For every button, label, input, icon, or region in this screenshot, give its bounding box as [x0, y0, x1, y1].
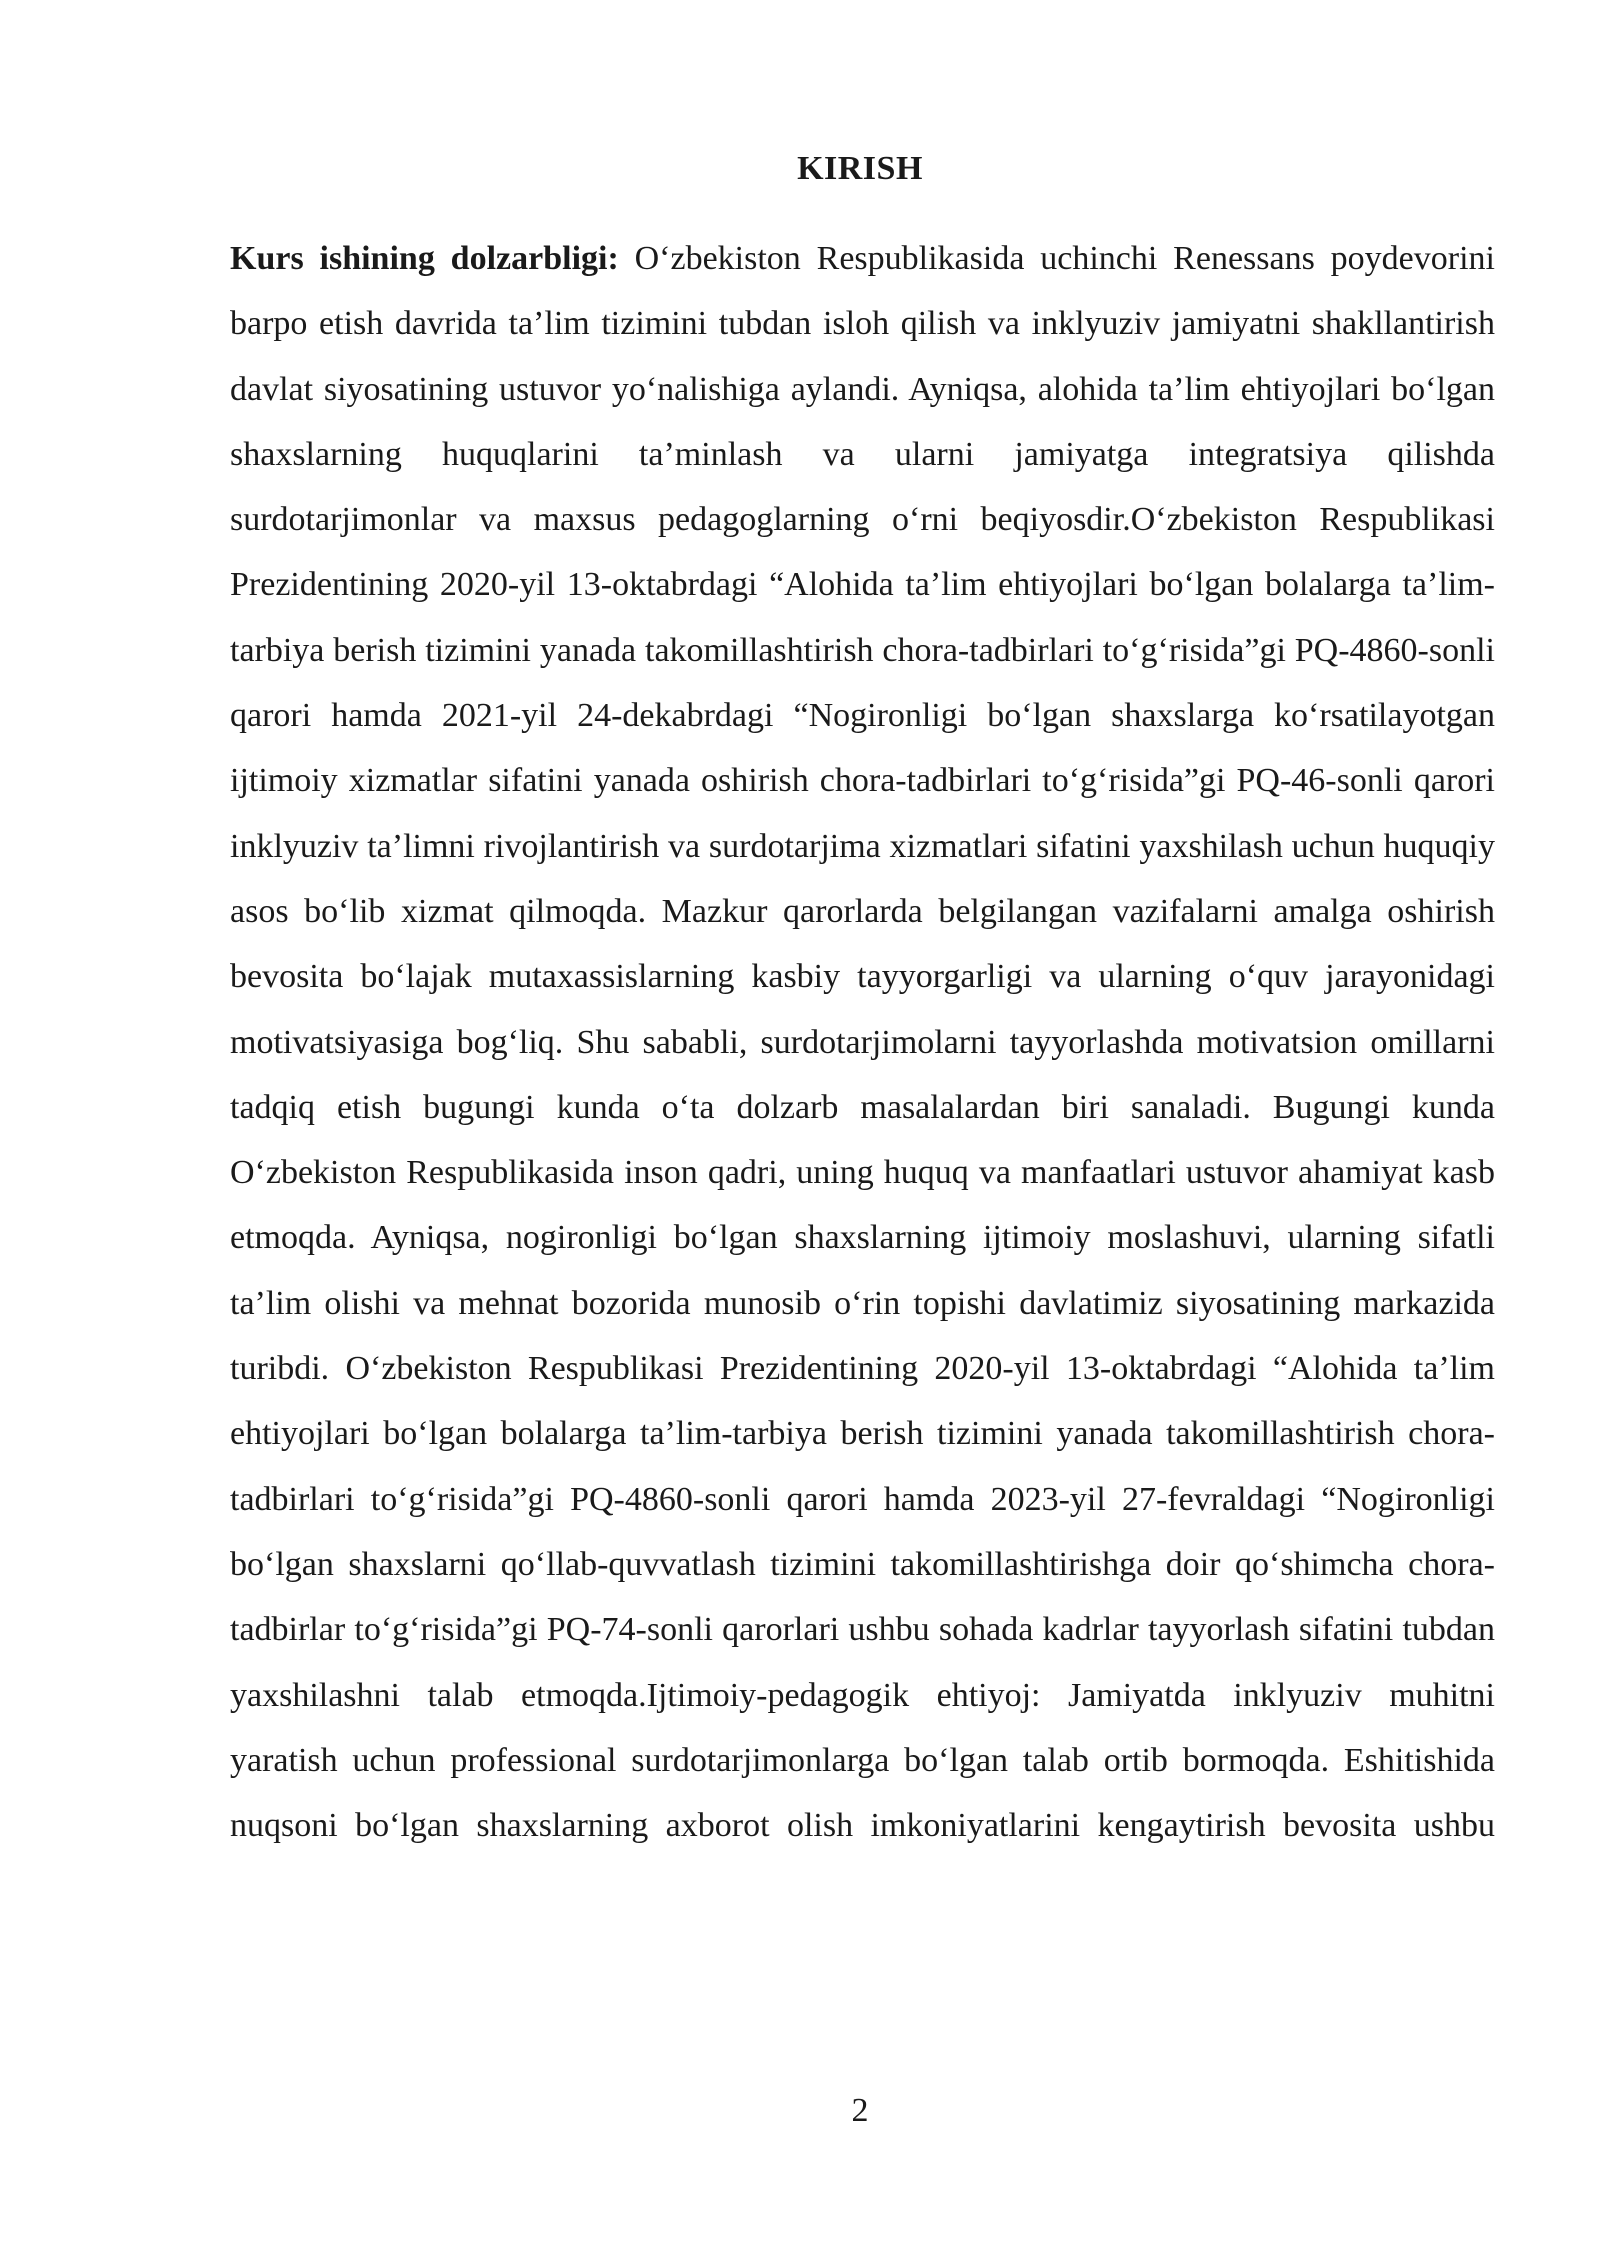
body-paragraph: [230, 226, 1495, 1858]
paragraph-text: Oʻzbekiston Respublikasida uchinchi Renessans poydevorini barpo etish davrida ta’lim tizimini tubdan isloh qilish va inklyuziv jamiyatni shakllantirish davlat siyosatining ustuvor yoʻnalishiga aylandi. Ayniqsa, alohida ta’lim ehtiyojlari boʻlgan shaxslarning huquqlarini ta’minlash va ularni jamiyatga integratsiya qilishda surdotarjimonlar va maxsus pedagoglarning oʻrni beqiyosdir.Oʻzbekiston Respublikasi Prezidentining 2020-yil 13-oktabrdagi “Alohida ta’lim ehtiyojlari boʻlgan bolalarga ta’lim-tarbiya berish tizimini yanada takomillashtirish chora-tadbirlari toʻgʻrisida”gi PQ-4860-sonli qarori hamda 2021-yil 24-dekabrdagi “Nogironligi boʻlgan shaxslarga koʻrsatilayotgan ijtimoiy xizmatlar sifatini yanada oshirish chora-tadbirlari toʻgʻrisida”gi PQ-46-sonli qarori inklyuziv ta’limni rivojlantirish va surdotarjima xizmatlari sifatini yaxshilash uchun huquqiy asos boʻlib xizmat qilmoqda. Mazkur qarorlarda belgilangan vazifalarni amalga oshirish bevosita boʻlajak mutaxassislarning kasbiy tayyorgarligi va ularning oʻquv jarayonidagi motivatsiyasiga bogʻliq. Shu sababli, surdotarjimolarni tayyorlashda motivatsion omillarni tadqiq etish bugungi kunda oʻta dolzarb masalalardan biri sanaladi. Bugungi kunda Oʻzbekiston Respublikasida inson qadri, uning huquq va manfaatlari ustuvor ahamiyat kasb etmoqda. Ayniqsa, nogironligi boʻlgan shaxslarning ijtimoiy moslashuvi, ularning sifatli ta’lim olishi va mehnat bozorida munosib oʻrin topishi davlatimiz siyosatining markazida turibdi. Oʻzbekiston Respublikasi Prezidentining 2020-yil 13-oktabrdagi “Alohida ta’lim ehtiyojlari boʻlgan bolalarga ta’lim-tarbiya berish tizimini yanada takomillashtirish chora-tadbirlari toʻgʻrisida”gi PQ-4860-sonli qarori hamda 2023-yil 27-fevraldagi “Nogironligi boʻlgan shaxslarni qoʻllab-quvvatlash tizimini takomillashtirishga doir qoʻshimcha chora-tadbirlar toʻgʻrisida”gi PQ-74-sonli qarorlari ushbu sohada kadrlar tayyorlash sifatini tubdan yaxshilashni talab etmoqda.Ijtimoiy-pedagogik ehtiyoj: Jamiyatda inklyuziv muhitni yaratish uchun professional surdotarjimonlarga boʻlgan talab ortib bormoqda. Eshitishida nuqsoni boʻlgan shaxslarning axborot olish imkoniyatlarini kengaytirish bevosita ushbu: [230, 240, 1495, 1845]
page-number: 2: [851, 2092, 869, 2129]
section-lead-label: Kurs ishining dolzarbligi:: [230, 240, 619, 277]
page-title: KIRISH: [797, 150, 923, 187]
